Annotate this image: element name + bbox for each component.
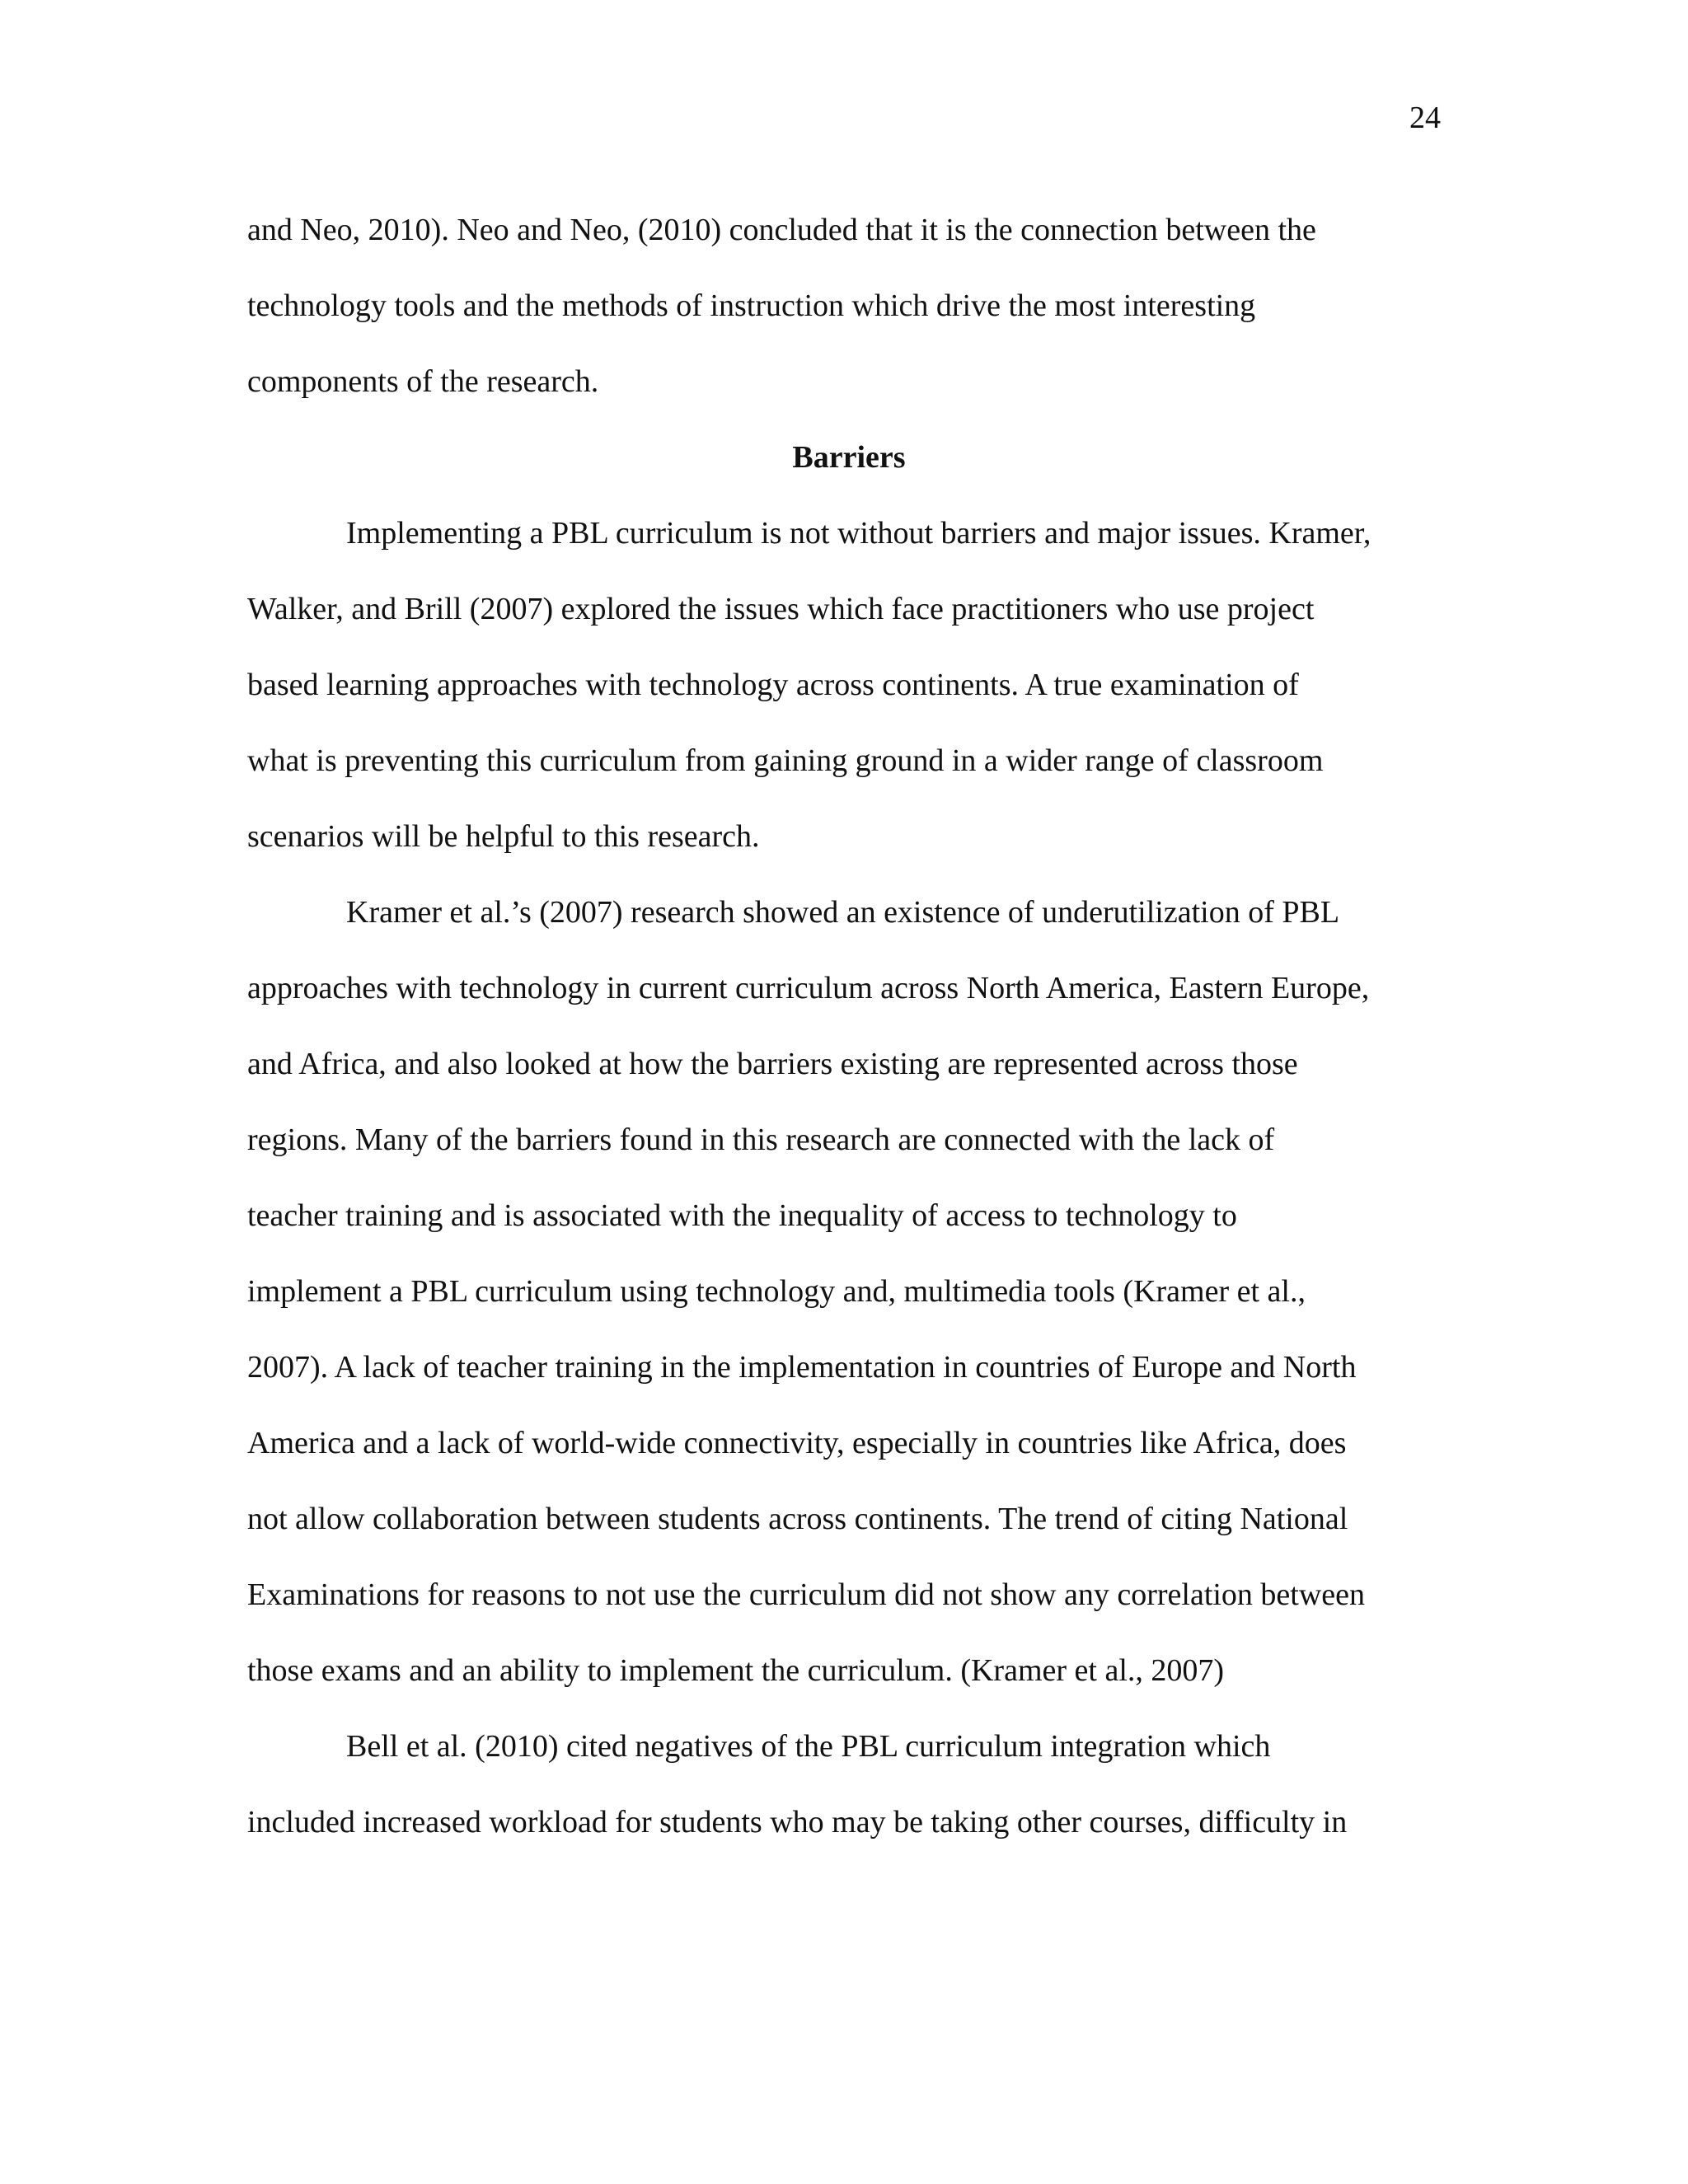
page-number: 24 [1409, 101, 1441, 135]
text-line: 2007). A lack of teacher training in the implementation in countries of Europe and North [247, 1350, 1357, 1385]
text-line: Bell et al. (2010) cited negatives of the PBL curriculum integration which [346, 1729, 1271, 1764]
text-line: components of the research. [247, 364, 599, 399]
text-line: implement a PBL curriculum using technology and, multimedia tools (Kramer et al., [247, 1274, 1306, 1309]
text-line: and Africa, and also looked at how the barriers existing are represented across those [247, 1047, 1298, 1081]
text-line: not allow collaboration between students across continents. The trend of citing National [247, 1502, 1348, 1536]
text-line: America and a lack of world-wide connectivity, especially in countries like Africa, does [247, 1426, 1347, 1460]
text-line: those exams and an ability to implement the curriculum. (Kramer et al., 2007) [247, 1653, 1225, 1688]
intro-paragraph [247, 192, 1451, 419]
text-line: regions. Many of the barriers found in this research are connected with the lack of [247, 1122, 1275, 1157]
text-line: technology tools and the methods of instruction which drive the most interesting [247, 288, 1256, 323]
text-line: included increased workload for students who may be taking other courses, difficulty in [247, 1805, 1348, 1840]
body-text [247, 192, 1451, 1860]
paragraph-bell [247, 1708, 1451, 1860]
text-line: scenarios will be helpful to this research. [247, 819, 760, 854]
text-line: what is preventing this curriculum from gaining ground in a wider range of classroom [247, 743, 1324, 778]
text-line: based learning approaches with technology across continents. A true examination of [247, 668, 1299, 702]
text-line: Examinations for reasons to not use the curriculum did not show any correlation between [247, 1577, 1366, 1612]
text-line: and Neo, 2010). Neo and Neo, (2010) concluded that it is the connection between the [247, 213, 1316, 247]
text-line: approaches with technology in current curriculum across North America, Eastern Europe, [247, 971, 1370, 1005]
text-line: Kramer et al.’s (2007) research showed an existence of underutilization of PBL [346, 895, 1340, 930]
text-line: teacher training and is associated with the inequality of access to technology to [247, 1198, 1237, 1233]
text-line: Implementing a PBL curriculum is not without barriers and major issues. Kramer, [346, 516, 1372, 551]
paragraph-implementing [247, 495, 1451, 874]
section-heading: Barriers [792, 440, 906, 475]
paragraph-kramer [247, 874, 1451, 1708]
text-line: Walker, and Brill (2007) explored the issues which face practitioners who use project [247, 592, 1315, 626]
